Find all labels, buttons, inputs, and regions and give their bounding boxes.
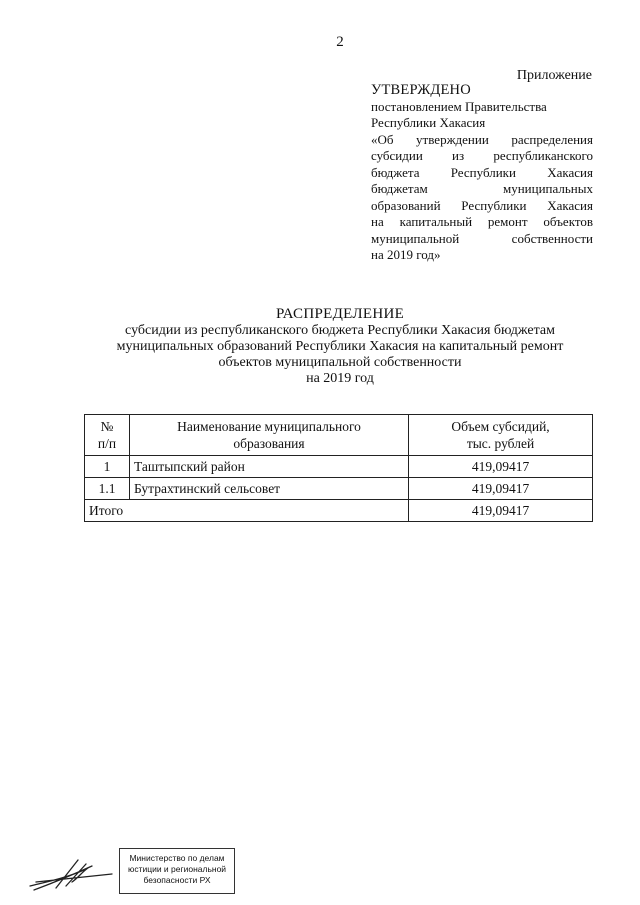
approval-line: муниципальной собственности: [371, 230, 593, 246]
header-num-line: №: [100, 419, 114, 434]
header-name-line: Наименование муниципального: [177, 419, 361, 434]
document-title: РАСПРЕДЕЛЕНИЕ: [275, 306, 405, 322]
row-num: 1: [85, 456, 130, 478]
table-total-row: [85, 500, 593, 522]
appendix-label: Приложение: [516, 68, 592, 83]
header-amount-line: тыс. рублей: [466, 436, 535, 451]
approval-line: субсидии из республиканского: [371, 148, 593, 163]
document-subtitle-line: субсидии из республиканского бюджета Республики Хакасия бюджетам: [125, 323, 555, 338]
header-num: [85, 415, 130, 456]
stamp-line: Министерство по делам: [129, 853, 225, 863]
signature-icon: [26, 848, 116, 894]
row-amount: 419,09417: [409, 478, 593, 500]
stamp-line: безопасности РХ: [143, 875, 211, 885]
row-num: 1.1: [85, 478, 130, 500]
approval-line: бюджета Республики Хакасия: [371, 164, 593, 180]
approved-heading: УТВЕРЖДЕНО: [371, 82, 471, 98]
approval-line: образований Республики Хакасия: [371, 197, 593, 213]
total-label: Итого: [85, 500, 409, 522]
header-name-line: образования: [233, 436, 305, 451]
table-header-row: [85, 415, 593, 456]
document-title-block: [0, 306, 640, 387]
approval-line: на капитальный ремонт объектов: [371, 214, 593, 229]
table-row: [85, 456, 593, 478]
approval-line: постановлением Правительства: [371, 98, 547, 114]
approval-line: «Об утверждении распределения: [371, 131, 593, 147]
header-amount-line: Объем субсидий,: [451, 419, 550, 434]
row-name: Таштыпский район: [130, 456, 409, 478]
total-amount: 419,09417: [409, 500, 593, 522]
row-name: Бутрахтинский сельсовет: [130, 478, 409, 500]
approval-line: Республики Хакасия: [371, 115, 486, 130]
document-subtitle-line: объектов муниципальной собственности: [218, 355, 462, 370]
stamp-line: юстиции и региональной: [127, 864, 227, 874]
document-subtitle-line: муниципальных образований Республики Хакасия на капитальный ремонт: [116, 339, 564, 354]
registration-stamp: [119, 848, 235, 894]
distribution-table: [84, 414, 593, 522]
header-name: [130, 415, 409, 456]
row-amount: 419,09417: [409, 456, 593, 478]
page-number: 2: [336, 34, 344, 50]
approval-line: на 2019 год»: [371, 247, 441, 262]
approval-block: [371, 82, 593, 264]
table-row: [85, 478, 593, 500]
header-num-line: п/п: [97, 436, 117, 451]
document-subtitle-line: на 2019 год: [306, 371, 374, 386]
approval-line: бюджетам муниципальных: [371, 181, 593, 196]
header-amount: [409, 415, 593, 456]
